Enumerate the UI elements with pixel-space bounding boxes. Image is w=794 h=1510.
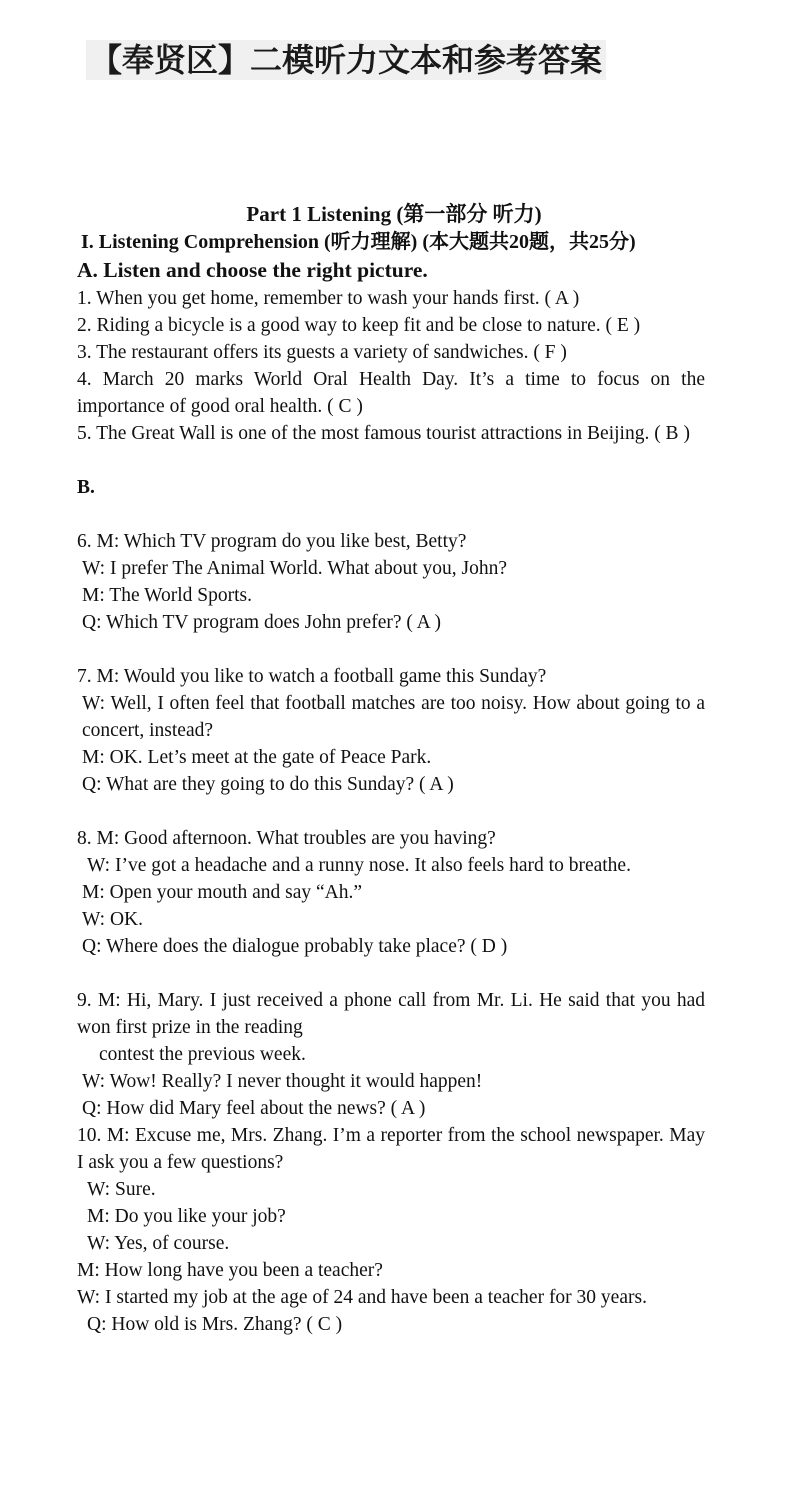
spacer [77, 447, 705, 474]
section-heading: I. Listening Comprehension (听力理解) (本大题共20题，共25分) [81, 231, 636, 253]
section-a-item-1: 1. When you get home, remember to wash your hands first. ( A ) [77, 288, 580, 309]
q9-line-1: 9. M: Hi, Mary. I just received a phone call from Mr. Li. He said that you had won first prize in the reading [77, 990, 705, 1038]
q10-line-5: M: How long have you been a teacher? [77, 1260, 383, 1281]
spacer [77, 798, 705, 825]
q10-line-1: 10. M: Excuse me, Mrs. Zhang. I’m a reporter from the school newspaper. May I ask you a few questions? [77, 1125, 705, 1173]
q7-line-1: 7. M: Would you like to watch a football game this Sunday? [77, 666, 547, 687]
q6-line-3: M: The World Sports. [82, 585, 252, 606]
spacer [77, 960, 705, 987]
q8-line-2: W: I’ve got a headache and a runny nose. It also feels hard to breathe. [87, 855, 631, 876]
section-b-heading: B. [77, 477, 95, 498]
q8-line-1: 8. M: Good afternoon. What troubles are you having? [77, 828, 496, 849]
q9-question: Q: How did Mary feel about the news? ( A ) [82, 1098, 426, 1119]
section-a-item-5: 5. The Great Wall is one of the most famous tourist attractions in Beijing. ( B ) [77, 423, 690, 444]
q8-line-4: W: OK. [82, 909, 144, 930]
document-title: 【奉贤区】二模听力文本和参考答案 [86, 40, 606, 80]
section-a-heading: A. Listen and choose the right picture. [77, 258, 428, 282]
q9-line-3: W: Wow! Really? I never thought it would happen! [82, 1071, 483, 1092]
q10-line-3: M: Do you like your job? [87, 1206, 286, 1227]
spacer [77, 636, 705, 663]
q6-line-1: 6. M: Which TV program do you like best, Betty? [77, 531, 467, 552]
q7-line-2: W: Well, I often feel that football matches are too noisy. How about going to a concert, instead? [82, 693, 705, 741]
section-a-item-2: 2. Riding a bicycle is a good way to keep fit and be close to nature. ( E ) [77, 315, 641, 336]
q9-line-2: contest the previous week. [99, 1044, 306, 1065]
q8-question: Q: Where does the dialogue probably take place? ( D ) [82, 936, 508, 957]
q8-line-3: M: Open your mouth and say “Ah.” [82, 882, 362, 903]
q6-line-2: W: I prefer The Animal World. What about you, John? [82, 558, 507, 579]
q10-line-6: W: I started my job at the age of 24 and have been a teacher for 30 years. [77, 1287, 647, 1308]
q6-question: Q: Which TV program does John prefer? ( A ) [82, 612, 442, 633]
q10-line-2: W: Sure. [87, 1179, 156, 1200]
q7-line-3: M: OK. Let’s meet at the gate of Peace Park. [82, 747, 432, 768]
section-a-item-4: 4. March 20 marks World Oral Health Day. It’s a time to focus on the importance of good oral health. ( C ) [77, 369, 705, 417]
section-a-item-3: 3. The restaurant offers its guests a variety of sandwiches. ( F ) [77, 342, 567, 363]
spacer [77, 501, 705, 528]
part-heading: Part 1 Listening (第一部分 听力) [246, 202, 542, 226]
q10-line-4: W: Yes, of course. [87, 1233, 230, 1254]
q10-question: Q: How old is Mrs. Zhang? ( C ) [87, 1314, 343, 1335]
q7-question: Q: What are they going to do this Sunday? ( A ) [82, 774, 454, 795]
document-body [77, 199, 705, 1338]
